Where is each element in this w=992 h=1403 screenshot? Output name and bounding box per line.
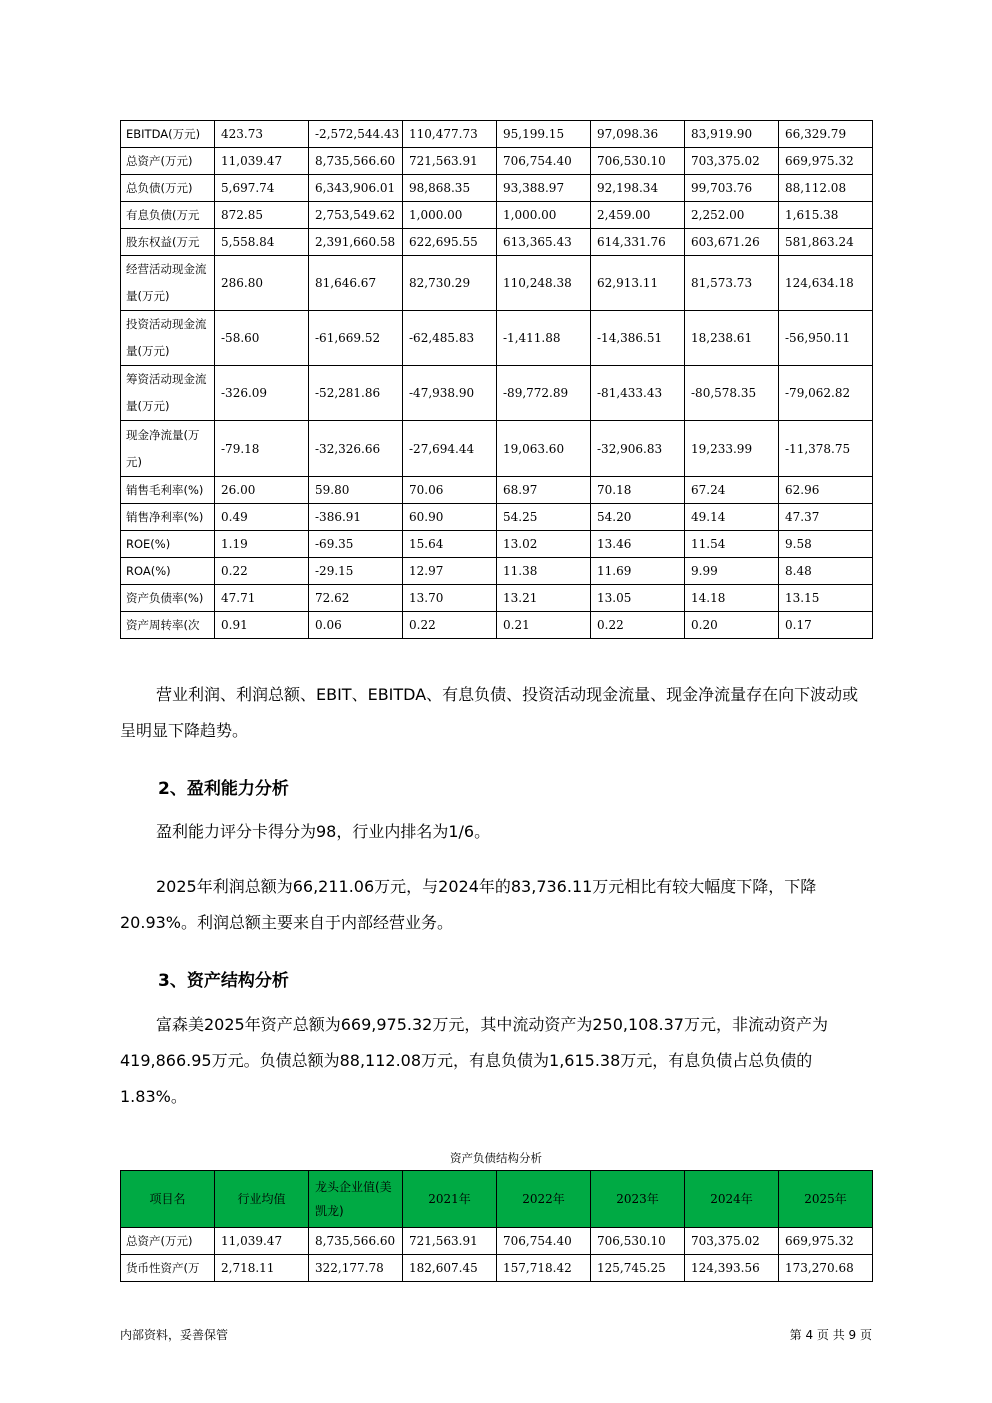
table-cell: 97,098.36 [591,121,685,148]
table-cell: 67.24 [685,477,779,504]
table-cell: 99,703.76 [685,175,779,202]
table-cell: 82,730.29 [403,256,497,311]
table-row [121,366,873,421]
table-cell: 1,000.00 [403,202,497,229]
row-label: 投资活动现金流量(万元) [121,311,215,366]
table-cell: 1,615.38 [779,202,873,229]
table-cell: 47.37 [779,504,873,531]
row-label: 货币性资产(万 [121,1255,215,1282]
row-label: ROA(%) [121,558,215,585]
table-cell: 2,753,549.62 [309,202,403,229]
table-row [121,311,873,366]
table-cell: 721,563.91 [403,1228,497,1255]
table-cell: -62,485.83 [403,311,497,366]
table-cell: 703,375.02 [685,148,779,175]
table-cell: -2,572,544.43 [309,121,403,148]
table-cell: 721,563.91 [403,148,497,175]
table-cell: 286.80 [215,256,309,311]
table-cell: 423.73 [215,121,309,148]
table-cell: 603,671.26 [685,229,779,256]
table-cell: -79,062.82 [779,366,873,421]
table-cell: 706,754.40 [497,148,591,175]
table-cell: 0.91 [215,612,309,639]
table-cell: 2,459.00 [591,202,685,229]
table-cell: 8.48 [779,558,873,585]
table-cell: 13.21 [497,585,591,612]
table-row [121,148,873,175]
table-row [121,504,873,531]
table-row [121,175,873,202]
table-cell: 13.15 [779,585,873,612]
table-cell: 62.96 [779,477,873,504]
financial-indicators-table [120,120,873,639]
table-cell: 1.19 [215,531,309,558]
column-header: 2025年 [779,1171,873,1228]
table-row [121,585,873,612]
profit-total-paragraph: 2025年利润总额为66,211.06万元，与2024年的83,736.11万元相比有较大幅度下降，下降20.93%。利润总额主要来自于内部经营业务。 [120,877,817,932]
table-cell: 0.20 [685,612,779,639]
row-label: 总资产(万元) [121,148,215,175]
table-cell: -32,326.66 [309,421,403,477]
table-cell: 49.14 [685,504,779,531]
row-label: ROE(%) [121,531,215,558]
table-cell: 669,975.32 [779,148,873,175]
table-cell: 1,000.00 [497,202,591,229]
row-label: EBITDA(万元) [121,121,215,148]
row-label: 总负债(万元) [121,175,215,202]
table-cell: 322,177.78 [309,1255,403,1282]
row-label: 资产周转率(次 [121,612,215,639]
table-cell: 5,558.84 [215,229,309,256]
table-cell: -61,669.52 [309,311,403,366]
column-header: 2023年 [591,1171,685,1228]
row-label: 销售毛利率(%) [121,477,215,504]
table-cell: 124,634.18 [779,256,873,311]
table-cell: 0.06 [309,612,403,639]
section-heading-asset-structure: 3、资产结构分析 [158,971,289,991]
table-row [121,531,873,558]
table-cell: 872.85 [215,202,309,229]
table-cell: 60.90 [403,504,497,531]
table-cell: 19,063.60 [497,421,591,477]
table-cell: -386.91 [309,504,403,531]
table-cell: 9.58 [779,531,873,558]
table-cell: 98,868.35 [403,175,497,202]
column-header: 龙头企业值(美凯龙) [309,1171,403,1228]
asset-structure-paragraph: 富森美2025年资产总额为669,975.32万元，其中流动资产为250,108.37万元，非流动资产为419,866.95万元。负债总额为88,112.08万元，有息负债为1,615.38万元，有息负债占总负债的1.83%。 [120,1015,828,1106]
table-cell: 11.69 [591,558,685,585]
column-header: 2024年 [685,1171,779,1228]
table-cell: 9.99 [685,558,779,585]
table-cell: 81,573.73 [685,256,779,311]
table-cell: 18,238.61 [685,311,779,366]
row-label: 股东权益(万元 [121,229,215,256]
table-cell: 6,343,906.01 [309,175,403,202]
table-cell: 11,039.47 [215,148,309,175]
table-cell: 8,735,566.60 [309,1228,403,1255]
table-cell: 2,718.11 [215,1255,309,1282]
table-cell: 13.02 [497,531,591,558]
table-cell: 62,913.11 [591,256,685,311]
trend-paragraph: 营业利润、利润总额、EBIT、EBITDA、有息负债、投资活动现金流量、现金净流量存在向下波动或呈明显下降趋势。 [120,685,859,740]
table-cell: 706,754.40 [497,1228,591,1255]
table-cell: 706,530.10 [591,148,685,175]
table-cell: -326.09 [215,366,309,421]
table-cell: 81,646.67 [309,256,403,311]
table-cell: 5,697.74 [215,175,309,202]
table-cell: 68.97 [497,477,591,504]
table-cell: 2,391,660.58 [309,229,403,256]
table-cell: 92,198.34 [591,175,685,202]
table-cell: 11,039.47 [215,1228,309,1255]
table-cell: 669,975.32 [779,1228,873,1255]
table-cell: -11,378.75 [779,421,873,477]
table-cell: 26.00 [215,477,309,504]
table-cell: 13.70 [403,585,497,612]
table-cell: 125,745.25 [591,1255,685,1282]
table-caption: 资产负债结构分析 [450,1151,542,1165]
column-header: 2021年 [403,1171,497,1228]
table-cell: 88,112.08 [779,175,873,202]
table-cell: 622,695.55 [403,229,497,256]
table-cell: 0.17 [779,612,873,639]
table-cell: 19,233.99 [685,421,779,477]
table-row [121,1255,873,1282]
table-cell: -27,694.44 [403,421,497,477]
table-cell: 0.21 [497,612,591,639]
row-label: 筹资活动现金流量(万元) [121,366,215,421]
table-cell: 66,329.79 [779,121,873,148]
table-cell: 93,388.97 [497,175,591,202]
table-cell: -81,433.43 [591,366,685,421]
table-cell: 11.38 [497,558,591,585]
table-cell: 13.05 [591,585,685,612]
table-header-row [121,1171,873,1228]
table-cell: -69.35 [309,531,403,558]
row-label: 销售净利率(%) [121,504,215,531]
profitability-score-paragraph: 盈利能力评分卡得分为98，行业内排名为1/6。 [156,822,491,841]
table-row [121,256,873,311]
table-cell: 703,375.02 [685,1228,779,1255]
table-cell: 581,863.24 [779,229,873,256]
table-cell: 110,248.38 [497,256,591,311]
table-cell: 0.22 [591,612,685,639]
table-cell: 12.97 [403,558,497,585]
table-cell: 54.25 [497,504,591,531]
table-row [121,202,873,229]
table-cell: 613,365.43 [497,229,591,256]
table-cell: 72.62 [309,585,403,612]
table-cell: 70.18 [591,477,685,504]
table-cell: -1,411.88 [497,311,591,366]
table-row [121,1228,873,1255]
balance-structure-table [120,1170,873,1282]
table-cell: 13.46 [591,531,685,558]
table-cell: 15.64 [403,531,497,558]
table-cell: 2,252.00 [685,202,779,229]
table-cell: 0.22 [215,558,309,585]
section-heading-profitability: 2、盈利能力分析 [158,779,289,799]
table-cell: 70.06 [403,477,497,504]
table-cell: -79.18 [215,421,309,477]
table-cell: 182,607.45 [403,1255,497,1282]
table-row [121,229,873,256]
table-cell: 47.71 [215,585,309,612]
table-cell: 11.54 [685,531,779,558]
table-row [121,121,873,148]
table-cell: -89,772.89 [497,366,591,421]
row-label: 总资产(万元) [121,1228,215,1255]
table-cell: 0.22 [403,612,497,639]
footer-confidential: 内部资料，妥善保管 [120,1328,229,1342]
column-header: 行业均值 [215,1171,309,1228]
table-cell: 706,530.10 [591,1228,685,1255]
row-label: 经营活动现金流量(万元) [121,256,215,311]
table-cell: -58.60 [215,311,309,366]
table-cell: -14,386.51 [591,311,685,366]
table-cell: 157,718.42 [497,1255,591,1282]
table-cell: 110,477.73 [403,121,497,148]
table-row [121,477,873,504]
table-cell: 8,735,566.60 [309,148,403,175]
table-cell: 14.18 [685,585,779,612]
table-cell: 124,393.56 [685,1255,779,1282]
table-row [121,612,873,639]
table-cell: -47,938.90 [403,366,497,421]
table-cell: 83,919.90 [685,121,779,148]
table-row [121,421,873,477]
table-cell: -32,906.83 [591,421,685,477]
table-cell: -52,281.86 [309,366,403,421]
table-cell: 54.20 [591,504,685,531]
table-cell: -80,578.35 [685,366,779,421]
table-cell: 614,331.76 [591,229,685,256]
row-label: 资产负债率(%) [121,585,215,612]
table-cell: 173,270.68 [779,1255,873,1282]
column-header: 项目名 [121,1171,215,1228]
table-cell: -56,950.11 [779,311,873,366]
footer-page-number: 第 4 页 共 9 页 [789,1328,872,1342]
table-cell: 0.49 [215,504,309,531]
column-header: 2022年 [497,1171,591,1228]
row-label: 现金净流量(万元) [121,421,215,477]
table-row [121,558,873,585]
table-cell: 95,199.15 [497,121,591,148]
row-label: 有息负债(万元 [121,202,215,229]
table-cell: 59.80 [309,477,403,504]
table-cell: -29.15 [309,558,403,585]
